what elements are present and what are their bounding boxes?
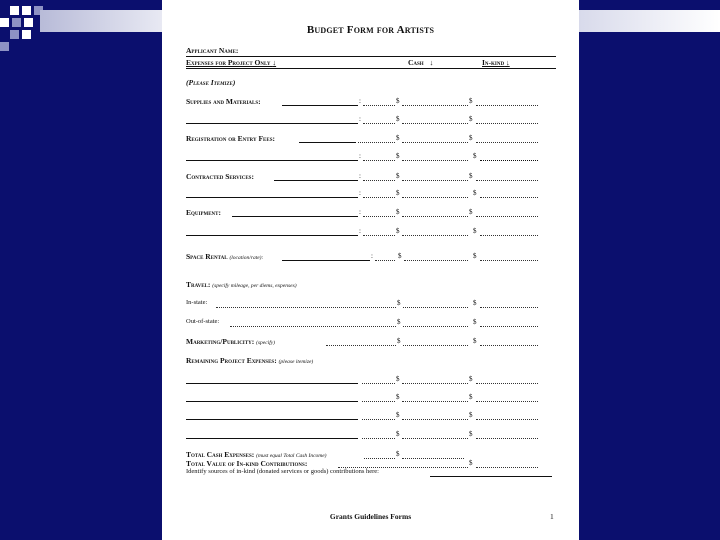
down-arrow-icon: ↓ (505, 58, 510, 67)
inkind-dollar: $ (469, 134, 473, 142)
expenses-header (186, 58, 276, 67)
identify-sources-row (186, 468, 556, 480)
decor-square (0, 42, 9, 51)
inkind-header-text: In-kind (482, 58, 505, 67)
outofstate-row (186, 318, 556, 330)
cash-dollar: $ (396, 450, 400, 458)
dotted-leader (362, 438, 395, 439)
cash-dollar: $ (398, 252, 402, 260)
instate-row (186, 299, 556, 311)
marketing-text: Marketing/Publicity: (186, 337, 255, 346)
remaining-row (186, 356, 556, 368)
page-number: 1 (550, 512, 554, 521)
item-field[interactable] (186, 235, 358, 236)
inkind-field[interactable] (480, 260, 538, 261)
cash-field[interactable] (402, 216, 468, 217)
marketing-label (186, 337, 275, 346)
travel-row (186, 280, 556, 292)
cash-field[interactable] (402, 123, 468, 124)
cash-header (408, 58, 433, 67)
inkind-dollar: $ (469, 375, 473, 383)
colon: : (371, 252, 373, 260)
inkind-dollar: $ (473, 299, 477, 307)
cash-field[interactable] (402, 105, 468, 106)
colon: : (359, 189, 361, 197)
inkind-field[interactable] (476, 216, 538, 217)
space-rental-note: (location/rate): (229, 255, 264, 261)
item-field[interactable] (186, 383, 358, 384)
inkind-field[interactable] (480, 235, 538, 236)
decor-square (22, 6, 31, 15)
cash-field[interactable] (404, 260, 468, 261)
form-title: Budget Form for Artists (306, 24, 435, 36)
cash-dollar: $ (397, 337, 401, 345)
inkind-dollar: $ (469, 459, 473, 467)
total-cash-text: Total Cash Expenses: (186, 450, 255, 459)
cash-dollar: $ (396, 115, 400, 123)
inkind-dollar: $ (469, 97, 473, 105)
instate-label: In-state: (186, 299, 208, 306)
dotted-leader (363, 197, 395, 198)
equipment-row-2 (186, 227, 556, 239)
item-field[interactable] (186, 401, 358, 402)
inkind-dollar: $ (473, 252, 477, 260)
registration-row-2 (186, 152, 556, 164)
divider (186, 68, 556, 69)
cash-field[interactable] (402, 180, 468, 181)
supplies-label: Supplies and Materials: (186, 97, 261, 106)
contracted-field[interactable] (274, 180, 358, 181)
marketing-row (186, 337, 556, 349)
item-field[interactable] (186, 419, 358, 420)
cash-dollar: $ (396, 430, 400, 438)
item-field[interactable] (186, 197, 358, 198)
itemize-row (186, 78, 556, 90)
inkind-dollar: $ (469, 393, 473, 401)
cash-dollar: $ (396, 393, 400, 401)
down-arrow-icon: ↓ (272, 58, 277, 67)
inkind-header (482, 58, 510, 67)
remaining-item-row (186, 430, 556, 442)
inkind-field[interactable] (476, 401, 538, 402)
supplies-row (186, 97, 556, 109)
dotted-leader (358, 142, 395, 143)
cash-field[interactable] (402, 160, 468, 161)
dotted-leader (326, 345, 396, 346)
cash-field[interactable] (402, 383, 468, 384)
item-field[interactable] (186, 123, 358, 124)
registration-label: Registration or Entry Fees: (186, 134, 275, 143)
decor-stripe (40, 10, 162, 32)
decor-stripe (579, 10, 720, 32)
dotted-leader (230, 326, 396, 327)
dotted-leader (363, 123, 395, 124)
inkind-field[interactable] (480, 197, 538, 198)
cash-dollar: $ (396, 227, 400, 235)
contracted-row-2 (186, 189, 556, 201)
space-rental-label (186, 252, 263, 261)
inkind-dollar: $ (469, 115, 473, 123)
cash-field[interactable] (403, 307, 468, 308)
cash-dollar: $ (396, 152, 400, 160)
colon: : (359, 227, 361, 235)
inkind-dollar: $ (473, 189, 477, 197)
contracted-row (186, 172, 556, 184)
inkind-dollar: $ (469, 208, 473, 216)
dotted-leader (363, 180, 395, 181)
dotted-leader (375, 260, 395, 261)
inkind-dollar: $ (473, 337, 477, 345)
item-field[interactable] (186, 160, 358, 161)
space-rental-row (186, 252, 556, 264)
cash-field[interactable] (402, 401, 468, 402)
inkind-dollar: $ (473, 227, 477, 235)
inkind-dollar: $ (473, 318, 477, 326)
inkind-field[interactable] (476, 142, 538, 143)
cash-dollar: $ (396, 375, 400, 383)
registration-row (186, 134, 556, 146)
remaining-item-row (186, 375, 556, 387)
cash-dollar: $ (396, 208, 400, 216)
inkind-field[interactable] (480, 345, 538, 346)
decor-square (12, 18, 21, 27)
equipment-row (186, 208, 556, 220)
dotted-leader (363, 160, 395, 161)
contracted-label: Contracted Services: (186, 172, 254, 181)
identify-sources-label: Identify sources of in-kind (donated services or goods) contributions here: (186, 468, 379, 475)
inkind-field[interactable] (476, 419, 538, 420)
decor-square (22, 30, 31, 39)
cash-field[interactable] (402, 419, 468, 420)
decor-square (0, 18, 9, 27)
cash-dollar: $ (396, 97, 400, 105)
divider (186, 56, 556, 57)
identify-sources-field[interactable] (430, 476, 552, 477)
cash-field[interactable] (402, 197, 468, 198)
cash-header-text: Cash (408, 58, 424, 67)
inkind-field[interactable] (480, 160, 538, 161)
cash-dollar: $ (397, 299, 401, 307)
cash-dollar: $ (397, 318, 401, 326)
equipment-label: Equipment: (186, 208, 221, 217)
colon: : (359, 115, 361, 123)
cash-field[interactable] (403, 345, 468, 346)
colon: : (359, 208, 361, 216)
dotted-leader (363, 105, 395, 106)
total-inkind-label: Total Value of In-kind Contributions: (186, 459, 308, 468)
cash-field[interactable] (402, 235, 468, 236)
supplies-row-2 (186, 115, 556, 127)
marketing-note: (specify) (256, 340, 276, 346)
space-rental-field[interactable] (282, 260, 370, 261)
item-field[interactable] (186, 438, 358, 439)
inkind-dollar: $ (469, 411, 473, 419)
dotted-leader (216, 307, 396, 308)
cash-dollar: $ (396, 172, 400, 180)
supplies-field[interactable] (282, 105, 358, 106)
inkind-field[interactable] (480, 326, 538, 327)
cash-field[interactable] (402, 438, 468, 439)
equipment-field[interactable] (232, 216, 358, 217)
inkind-field[interactable] (476, 123, 538, 124)
cash-dollar: $ (396, 411, 400, 419)
outofstate-label: Out-of-state: (186, 318, 220, 325)
total-cash-label (186, 450, 327, 459)
inkind-field[interactable] (476, 180, 538, 181)
dotted-leader (363, 216, 395, 217)
dotted-leader (362, 383, 395, 384)
applicant-label: Applicant Name: (186, 46, 239, 55)
remaining-label (186, 356, 313, 365)
inkind-field[interactable] (480, 307, 538, 308)
registration-field[interactable] (299, 142, 356, 143)
remaining-item-row (186, 393, 556, 405)
colon: : (359, 172, 361, 180)
footer-text: Grants Guidelines Forms (329, 512, 412, 521)
inkind-dollar: $ (473, 152, 477, 160)
inkind-dollar: $ (469, 172, 473, 180)
dotted-leader (362, 419, 395, 420)
itemize-note: (Please Itemize) (186, 78, 236, 87)
cash-field[interactable] (403, 326, 468, 327)
space-rental-text: Space Rental (186, 252, 228, 261)
total-cash-note: (must equal Total Cash Income) (256, 453, 327, 459)
dotted-leader (363, 235, 395, 236)
travel-label (186, 280, 297, 289)
inkind-dollar: $ (469, 430, 473, 438)
remaining-item-row (186, 411, 556, 423)
cash-field[interactable] (402, 142, 468, 143)
decor-square (24, 18, 33, 27)
down-arrow-icon: ↓ (429, 58, 434, 67)
inkind-field[interactable] (476, 383, 538, 384)
inkind-field[interactable] (476, 438, 538, 439)
travel-note: (specify mileage, per diems, expenses) (212, 283, 297, 289)
remaining-text: Remaining Project Expenses: (186, 356, 277, 365)
cash-dollar: $ (396, 189, 400, 197)
decor-square (10, 30, 19, 39)
cash-dollar: $ (396, 134, 400, 142)
travel-text: Travel: (186, 280, 211, 289)
remaining-note: (please itemize) (278, 359, 314, 365)
dotted-leader (362, 401, 395, 402)
document-page (162, 0, 579, 540)
decor-square (10, 6, 19, 15)
colon: : (359, 97, 361, 105)
expenses-header-text: Expenses for Project Only (186, 58, 271, 67)
colon: : (359, 152, 361, 160)
inkind-field[interactable] (476, 105, 538, 106)
